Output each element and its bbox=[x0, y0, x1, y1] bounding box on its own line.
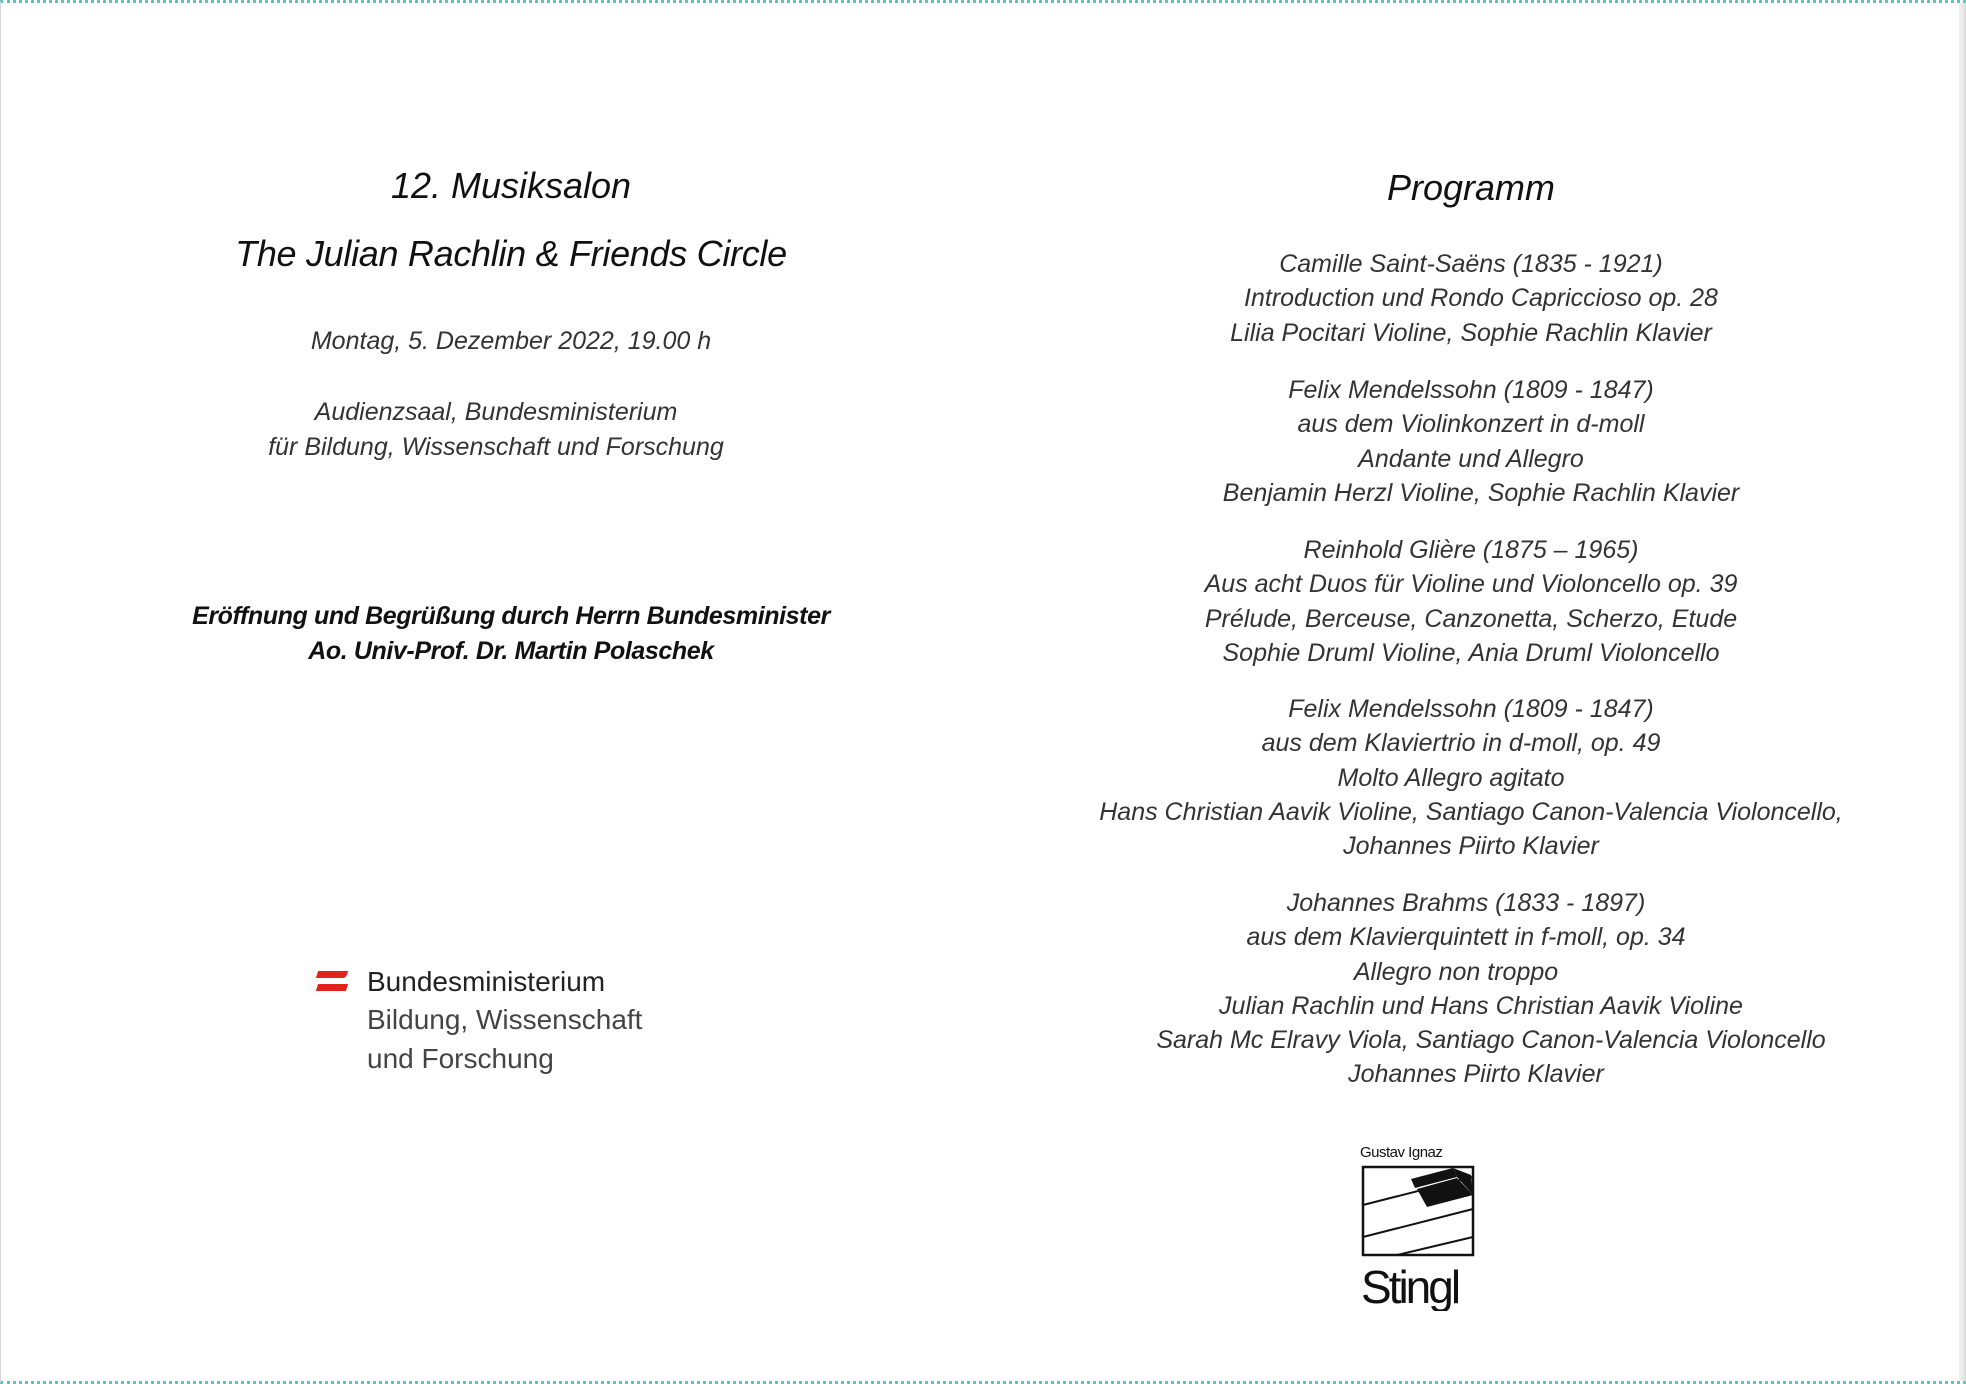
program-item-performers: Lilia Pocitari Violine, Sophie Rachlin Klavier bbox=[1230, 318, 1712, 347]
program-item-performers: Julian Rachlin und Hans Christian Aavik Violine bbox=[1219, 991, 1743, 1020]
program-item-work: aus dem Klavierquintett in f-moll, op. 34 bbox=[1246, 923, 1686, 952]
program-item-composer: Felix Mendelssohn (1809 - 1847) bbox=[1288, 376, 1654, 404]
page-edge-shadow bbox=[1959, 3, 1965, 1381]
ministry-logo-line-2: Bildung, Wissenschaft bbox=[367, 1004, 643, 1035]
program-item-composer: Felix Mendelssohn (1809 - 1847) bbox=[1288, 695, 1654, 723]
opening-line-1: Eröffnung und Begrüßung durch Herrn Bundesminister bbox=[192, 602, 830, 630]
ministry-logo-line-1: Bundesministerium bbox=[367, 966, 606, 997]
program-item-2 bbox=[1041, 373, 1941, 510]
program-item-movement: Molto Allegro agitato bbox=[1337, 763, 1565, 792]
stingl-logo-bottom-text: Stingl bbox=[1361, 1261, 1459, 1311]
event-subtitle: The Julian Rachlin & Friends Circle bbox=[235, 233, 787, 274]
stingl-logo bbox=[1357, 1141, 1487, 1311]
program-title: Programm bbox=[1386, 167, 1556, 208]
program-item-performers: Johannes Piirto Klavier bbox=[1348, 1060, 1604, 1089]
program-item-composer: Camille Saint-Saëns (1835 - 1921) bbox=[1279, 250, 1663, 278]
venue-line-2: für Bildung, Wissenschaft und Forschung bbox=[268, 433, 724, 461]
venue-line-1: Audienzsaal, Bundesministerium bbox=[314, 398, 678, 426]
program-item-composer: Johannes Brahms (1833 - 1897) bbox=[1286, 889, 1646, 917]
program-item-4 bbox=[1041, 692, 1941, 863]
program-item-work: Aus acht Duos für Violine und Violoncello op. 39 bbox=[1204, 570, 1738, 599]
program-item-movement: Allegro non troppo bbox=[1353, 957, 1559, 986]
program-item-3 bbox=[1041, 533, 1941, 670]
program-item-1 bbox=[1041, 247, 1941, 350]
program-item-composer: Reinhold Glière (1875 – 1965) bbox=[1303, 536, 1639, 564]
program-item-performers: Hans Christian Aavik Violine, Santiago Canon-Valencia Violoncello, bbox=[1099, 797, 1843, 826]
ministry-logo-line-3: und Forschung bbox=[367, 1043, 554, 1074]
program-item-performers: Sophie Druml Violine, Ania Druml Violoncello bbox=[1222, 638, 1720, 667]
program-item-performers: Benjamin Herzl Violine, Sophie Rachlin Klavier bbox=[1222, 478, 1740, 507]
opening-line-2: Ao. Univ-Prof. Dr. Martin Polaschek bbox=[308, 637, 714, 665]
program-item-performers: Sarah Mc Elravy Viola, Santiago Canon-Valencia Violoncello bbox=[1156, 1026, 1826, 1055]
program-item-movement: Andante und Allegro bbox=[1358, 444, 1584, 473]
event-date: Montag, 5. Dezember 2022, 19.00 h bbox=[310, 327, 712, 355]
event-title: 12. Musiksalon bbox=[390, 165, 632, 206]
program-item-5 bbox=[1041, 886, 1941, 1092]
piano-keys-icon bbox=[1357, 1141, 1487, 1311]
opening-remarks bbox=[141, 599, 881, 669]
program-item-work: Introduction und Rondo Capriccioso op. 28 bbox=[1244, 284, 1718, 313]
event-venue bbox=[141, 395, 851, 465]
program-item-work: aus dem Klaviertrio in d-moll, op. 49 bbox=[1261, 729, 1661, 758]
program-item-performers: Johannes Piirto Klavier bbox=[1343, 832, 1599, 861]
program-item-movement: Prélude, Berceuse, Canzonetta, Scherzo, Etude bbox=[1204, 604, 1738, 633]
stingl-logo-top-text: Gustav Ignaz bbox=[1360, 1144, 1443, 1161]
program-item-work: aus dem Violinkonzert in d-moll bbox=[1297, 410, 1645, 439]
austrian-flag-icon bbox=[317, 971, 347, 991]
